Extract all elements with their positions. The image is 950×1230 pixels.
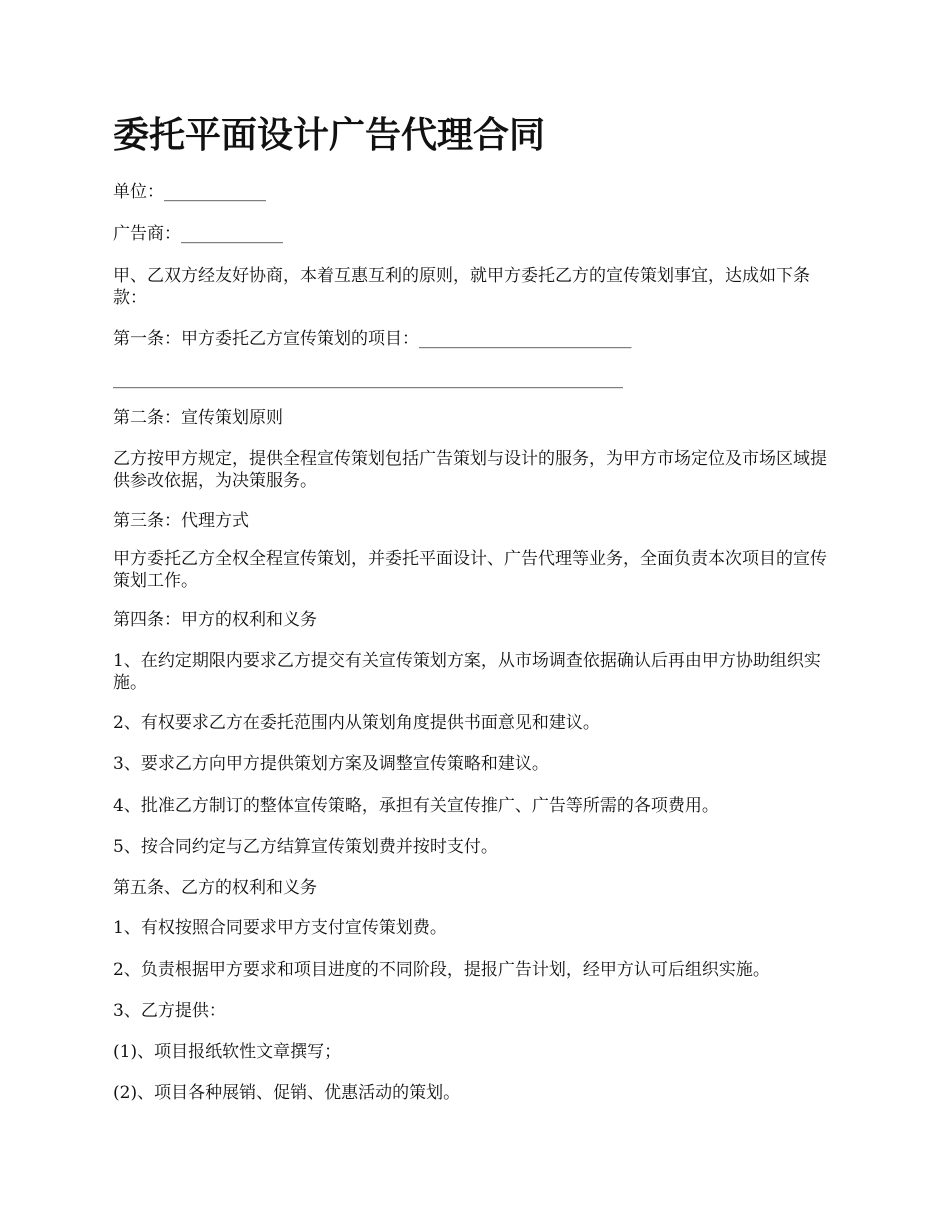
article-4-item-2: 2、有权要求乙方在委托范围内从策划角度提供书面意见和建议。	[113, 713, 600, 733]
article-3-body: 甲方委托乙方全权全程宣传策划，并委托平面设计、广告代理等业务，全面负责本次项目的宣传策划工作。	[113, 549, 827, 591]
article-2-body: 乙方按甲方规定，提供全程宣传策划包括广告策划与设计的服务，为甲方市场定位及市场区域提供参改依据，为决策服务。	[113, 449, 827, 491]
article-4-item-1: 1、在约定期限内要求乙方提交有关宣传策划方案，从市场调查依据确认后再由甲方协助组织实施。	[113, 651, 821, 693]
article-4-heading: 第四条：甲方的权利和义务	[113, 610, 317, 630]
article-5-subitem-1: (1)、项目报纸软性文章撰写；	[113, 1042, 342, 1062]
advertiser-field: 广告商：____________	[113, 224, 283, 244]
article-5-heading: 第五条、乙方的权利和义务	[113, 878, 317, 898]
article-4-item-5: 5、按合同约定与乙方结算宣传策划费并按时支付。	[113, 837, 498, 857]
article-3-heading: 第三条：代理方式	[113, 511, 249, 531]
article-5-subitem-2: (2)、项目各种展销、促销、优惠活动的策划。	[113, 1083, 461, 1103]
article-4-item-3: 3、要求乙方向甲方提供策划方案及调整宣传策略和建议。	[113, 754, 549, 774]
article-2-heading: 第二条：宣传策划原则	[113, 408, 283, 428]
article-5-item-3: 3、乙方提供：	[113, 1001, 226, 1021]
document-title: 委托平面设计广告代理合同	[113, 115, 546, 156]
article-5-item-2: 2、负责根据甲方要求和项目进度的不同阶段，提报广告计划，经甲方认可后组织实施。	[113, 960, 770, 980]
preamble-paragraph: 甲、乙双方经友好协商，本着互惠互利的原则，就甲方委托乙方的宣传策划事宜，达成如下条款：	[113, 266, 810, 308]
article-1-heading: 第一条：甲方委托乙方宣传策划的项目：_________________________	[113, 329, 632, 349]
unit-field: 单位：____________	[113, 182, 266, 202]
article-1-blank-line: ____________________________________________________________	[113, 369, 623, 389]
article-4-item-4: 4、批准乙方制订的整体宣传策略，承担有关宣传推广、广告等所需的各项费用。	[113, 796, 719, 816]
article-5-item-1: 1、有权按照合同要求甲方支付宣传策划费。	[113, 918, 447, 938]
